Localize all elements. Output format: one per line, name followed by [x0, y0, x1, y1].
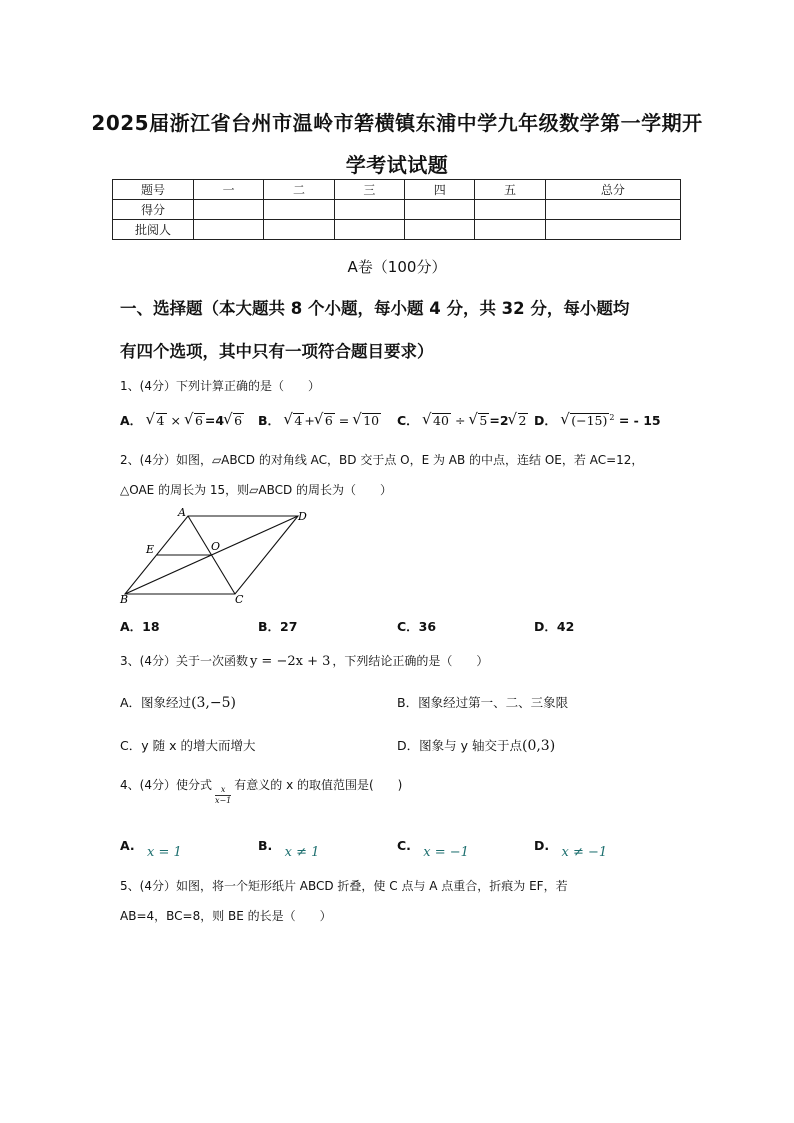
q4-fraction	[215, 785, 231, 806]
operator: ÷	[454, 413, 466, 428]
parallelogram-figure	[115, 505, 315, 605]
q4-b-label: B.	[258, 838, 273, 853]
q2-option-a: A．18	[120, 619, 160, 634]
fraction-denominator: x−1	[214, 796, 232, 805]
q4-c-math: x = −1	[423, 845, 469, 860]
score-header-cell: 二	[264, 180, 334, 200]
score-cell	[405, 220, 475, 240]
q2-option-b: B．27	[258, 619, 298, 634]
score-cell	[264, 200, 334, 220]
q5-stem-line1: 5、(4分）如图，将一个矩形纸片 ABCD 折叠，使 C 点与 A 点重合，折痕为 EF，若	[120, 879, 568, 893]
q4-option-d	[534, 838, 608, 860]
q1-option-d	[534, 411, 661, 429]
sqrt: √ 10	[362, 413, 381, 428]
q3-d-point: (0,3)	[521, 738, 556, 754]
part1-heading-line2: 有四个选项，其中只有一项符合题目要求）	[120, 342, 434, 361]
q4-c-label: C.	[397, 838, 411, 853]
score-header-cell: 四	[405, 180, 475, 200]
score-header-cell: 五	[475, 180, 545, 200]
score-table-row	[113, 220, 681, 240]
q3-stem-pre: 3、(4分）关于一次函数	[120, 654, 248, 668]
q3-option-d	[397, 736, 555, 754]
score-header-cell: 总分	[545, 180, 680, 200]
score-cell	[334, 220, 404, 240]
score-header-cell: 一	[194, 180, 264, 200]
document-title-line2: 学考试试题	[345, 153, 449, 177]
equals-text: =2	[489, 413, 509, 428]
label-b: B	[120, 593, 129, 605]
score-row-label: 批阅人	[113, 220, 194, 240]
score-cell	[194, 200, 264, 220]
q3-stem-post: ，下列结论正确的是（ ）	[332, 654, 489, 668]
score-cell	[545, 220, 680, 240]
q3-option-b: B．图象经过第一、二、三象限	[397, 695, 569, 710]
score-cell	[264, 220, 334, 240]
q2-option-c: C．36	[397, 619, 437, 634]
sqrt: √ 4	[156, 413, 167, 428]
q3-option-c: C．y 随 x 的增大而增大	[120, 738, 256, 753]
operator: =	[338, 413, 350, 428]
q4-stem-post: 有意义的 x 的取值范围是( )	[234, 778, 403, 792]
q4-stem	[120, 775, 403, 805]
score-cell	[194, 220, 264, 240]
q3-d-text: D．图象与 y 轴交于点	[397, 738, 522, 753]
q4-stem-pre: 4、(4分）使分式	[120, 778, 212, 792]
part1-heading-line1: 一、选择题（本大题共 8 个小题，每小题 4 分，共 32 分，每小题均	[120, 299, 630, 318]
q4-option-a	[120, 838, 182, 860]
sqrt: √ 2	[518, 413, 529, 428]
q5-stem-line2: AB=4，BC=8，则 BE 的长是（ ）	[120, 909, 332, 923]
q1-option-a	[120, 411, 244, 429]
q1-option-c	[397, 411, 528, 429]
label-o: O	[211, 540, 221, 553]
q4-a-math: x = 1	[147, 845, 182, 860]
q1-stem: 1、(4分）下列计算正确的是（ ）	[120, 379, 320, 393]
sqrt: √ 40	[432, 413, 451, 428]
exponent: 2	[609, 412, 615, 422]
label-a: A	[178, 506, 186, 519]
sqrt: √ 6	[324, 413, 335, 428]
score-row-label: 得分	[113, 200, 194, 220]
q1-b-label: B．	[258, 413, 281, 428]
score-table-row	[113, 200, 681, 220]
document-title-line1: 2025届浙江省台州市温岭市箬横镇东浦中学九年级数学第一学期开	[91, 111, 703, 135]
score-table-header-row	[113, 180, 681, 200]
q4-d-math: x ≠ −1	[561, 845, 608, 860]
q3-a-point: (3,−5)	[191, 695, 236, 711]
score-header-cell: 题号	[113, 180, 194, 200]
equals-text: = - 15	[618, 413, 661, 428]
q1-c-label: C．	[397, 413, 419, 428]
q1-d-label: D．	[534, 413, 557, 428]
q2-option-d: D．42	[534, 619, 575, 634]
score-cell	[475, 200, 545, 220]
score-cell	[545, 200, 680, 220]
equals-text: =4	[204, 413, 225, 428]
q3-option-a	[120, 693, 236, 711]
q1-option-b	[258, 411, 381, 429]
label-e: E	[146, 543, 155, 556]
sqrt: √ (−15)	[570, 413, 609, 428]
q3-stem	[120, 652, 488, 669]
score-cell	[475, 220, 545, 240]
sqrt: √ 6	[233, 413, 244, 428]
sqrt: √ 6	[194, 413, 205, 428]
score-table	[112, 179, 681, 240]
q2-stem-line1: 2、(4分）如图，▱ABCD 的对角线 AC，BD 交于点 O，E 为 AB 的中点，连结 OE，若 AC=12，	[120, 453, 644, 467]
label-c: C	[235, 593, 244, 605]
sqrt: √ 4	[293, 413, 304, 428]
score-header-cell: 三	[334, 180, 404, 200]
score-cell	[334, 200, 404, 220]
label-d: D	[298, 510, 307, 523]
q4-option-c	[397, 838, 469, 860]
q4-option-b	[258, 838, 320, 860]
q1-a-label: A．	[120, 413, 143, 428]
q3-a-text: A．图象经过	[120, 695, 192, 710]
score-cell	[405, 200, 475, 220]
operator: +	[304, 413, 315, 428]
fraction-numerator: x	[215, 785, 231, 796]
q4-b-math: x ≠ 1	[284, 845, 320, 860]
sqrt: √ 5	[478, 413, 489, 428]
operator: ×	[170, 413, 181, 428]
section-a-heading: A卷（100分）	[347, 258, 447, 276]
q4-d-label: D.	[534, 838, 550, 853]
q3-function: y = −2x + 3	[249, 654, 331, 669]
q2-stem-line2: △OAE 的周长为 15，则▱ABCD 的周长为（ ）	[120, 483, 393, 497]
q4-a-label: A.	[120, 838, 135, 853]
